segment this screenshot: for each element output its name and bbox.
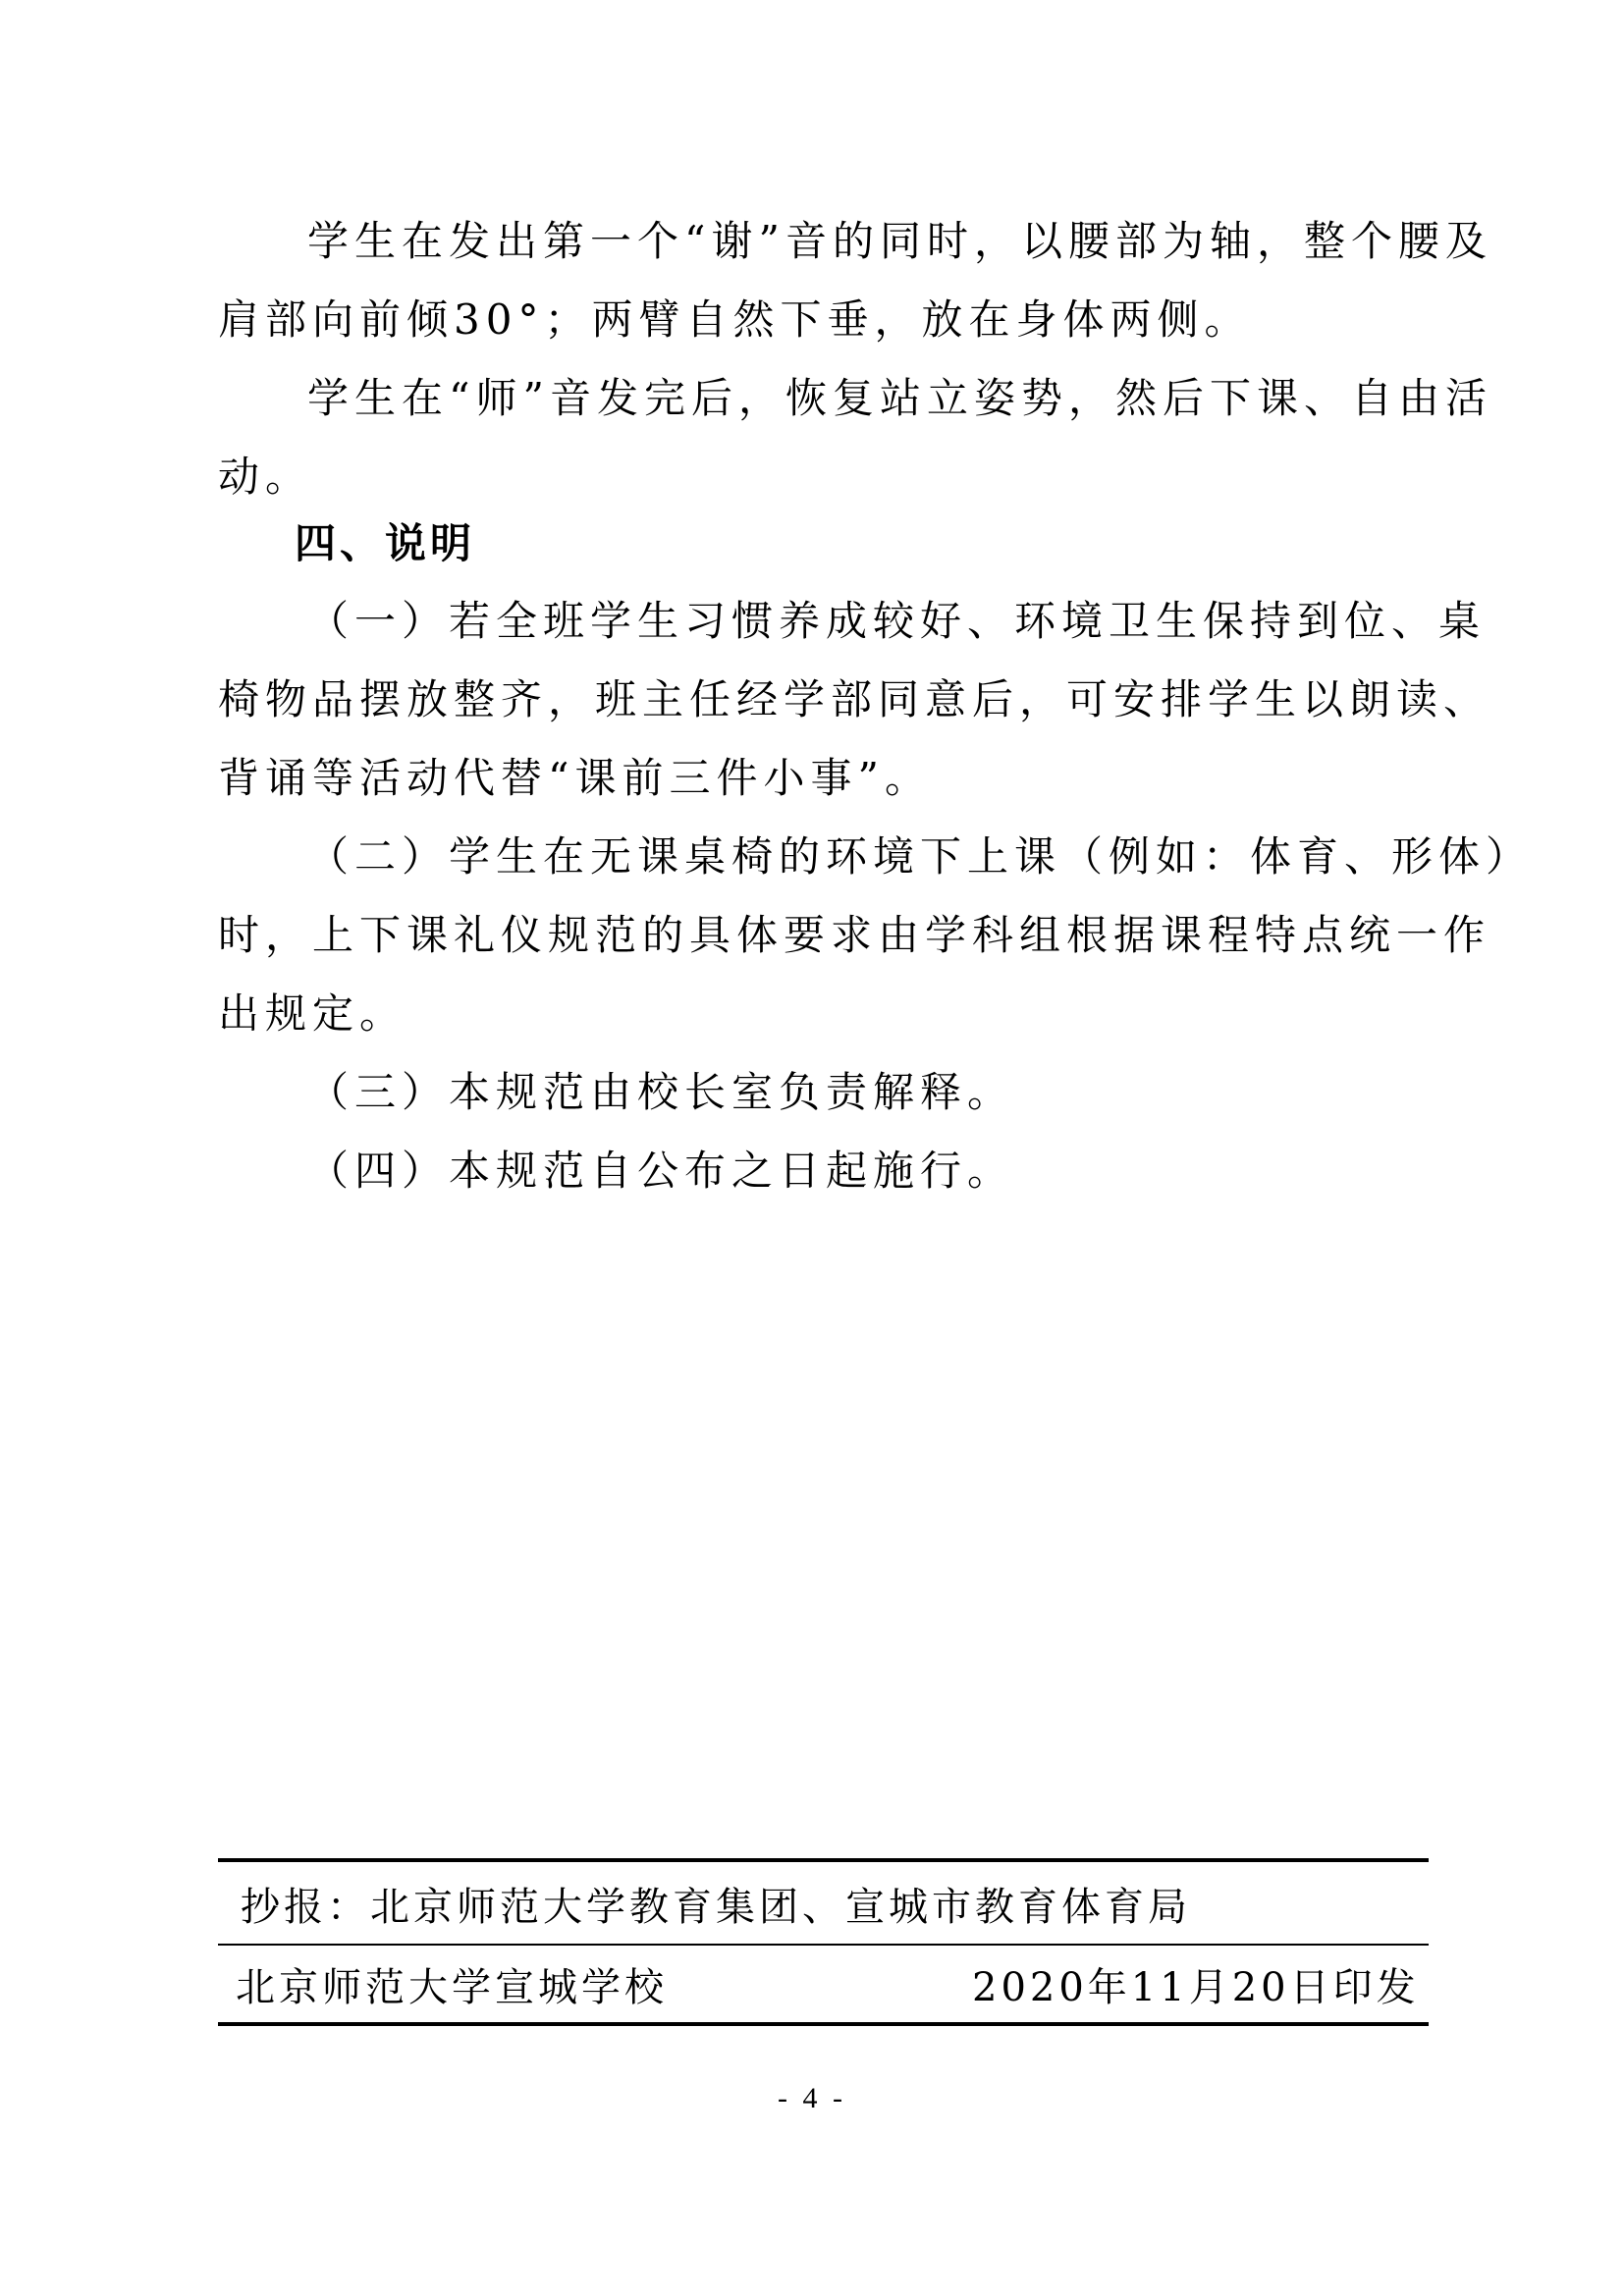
body-paragraph-line: 时，上下课礼仪规范的具体要求由学科组根据课程特点统一作 [218,911,1491,959]
footer-top-rule [218,1858,1429,1862]
footer-middle-rule [218,1944,1429,1946]
body-paragraph-line: 椅物品摆放整齐，班主任经学部同意后，可安排学生以朗读、 [218,675,1491,723]
body-paragraph-line: （二）学生在无课桌椅的环境下上课（例如：体育、形体） [307,832,1534,881]
footer-issue-date: 2020年11月20日印发 [972,1965,1420,2010]
body-paragraph-line: 出规定。 [218,989,407,1038]
body-paragraph-line: （四）本规范自公布之日起施行。 [307,1147,1015,1195]
footer-cc-line: 抄报：北京师范大学教育集团、宣城市教育体育局 [241,1885,1191,1930]
footer-bottom-rule [218,2022,1429,2026]
body-paragraph-line: （三）本规范由校长室负责解释。 [307,1068,1015,1116]
section-heading: 四、说明 [295,519,476,567]
body-paragraph-line: 学生在发出第一个“谢”音的同时，以腰部为轴，整个腰及 [307,217,1492,265]
body-paragraph-line: 动。 [218,453,313,501]
page-number: - 4 - [778,2082,846,2114]
footer-issuer: 北京师范大学宣城学校 [236,1965,668,2010]
body-paragraph-line: 背诵等活动代替“课前三件小事”。 [218,754,932,802]
body-paragraph-line: 学生在“师”音发完后，恢复站立姿势，然后下课、自由活 [307,374,1492,422]
body-paragraph-line: （一）若全班学生习惯养成较好、环境卫生保持到位、桌 [307,597,1487,645]
body-paragraph-line: 肩部向前倾30°；两臂自然下垂，放在身体两侧。 [218,295,1252,344]
